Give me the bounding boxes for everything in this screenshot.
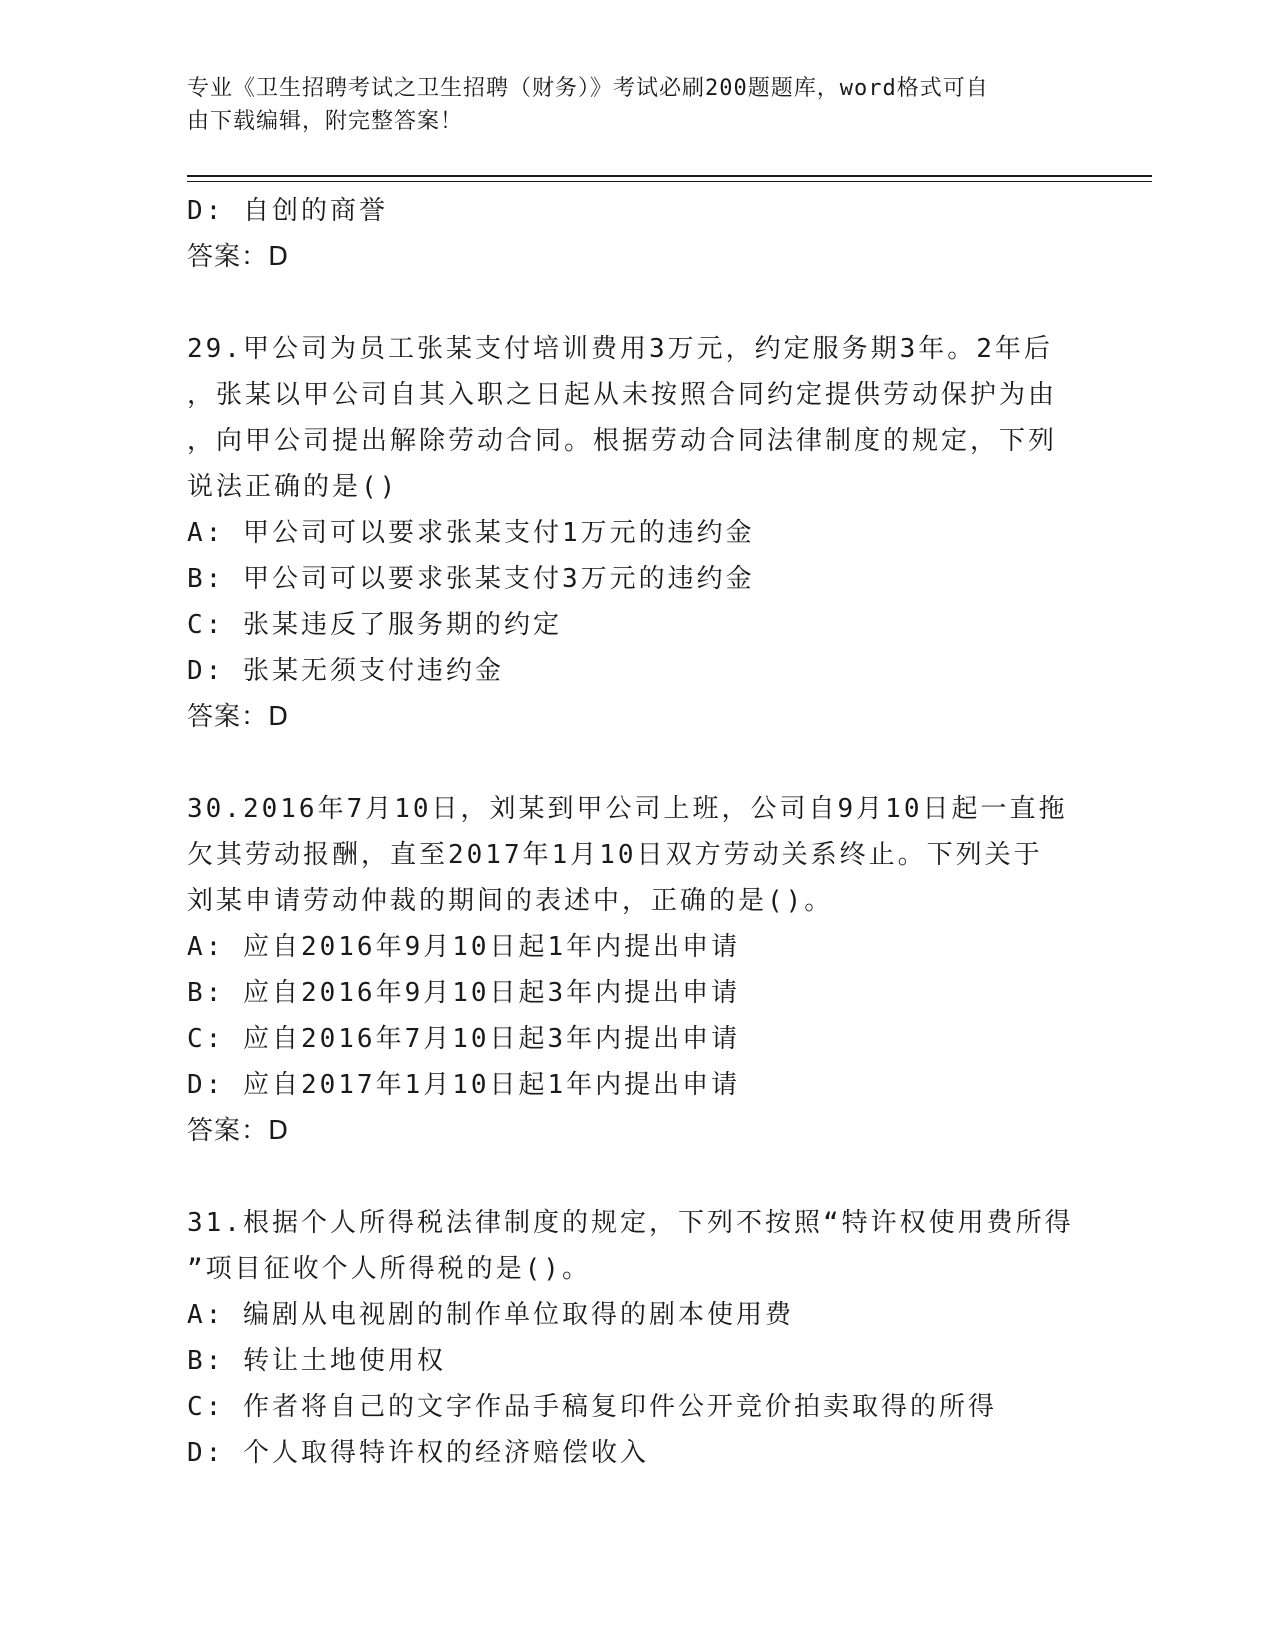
option-c: C: 应自2016年7月10日起3年内提出申请 (187, 1024, 741, 1054)
question-stem-line: 刘某申请劳动仲裁的期间的表述中，正确的是()。 (187, 886, 834, 916)
document-body (187, 188, 1087, 1476)
header-divider-thick (187, 175, 1152, 177)
question-stem-line: 31.根据个人所得税法律制度的规定，下列不按照“特许权使用费所得 (187, 1208, 1074, 1238)
question-stem-line: ”项目征收个人所得税的是()。 (187, 1254, 591, 1284)
header-line-2: 由下载编辑，附完整答案！ (187, 109, 464, 134)
option-b: B: 转让土地使用权 (187, 1346, 446, 1376)
question-stem-line: ，张某以甲公司自其入职之日起从未按照合同约定提供劳动保护为由 (187, 380, 1058, 410)
header-line-1: 专业《卫生招聘考试之卫生招聘（财务）》考试必刷200题题库，word格式可自 (187, 76, 989, 101)
option-c: C: 张某违反了服务期的约定 (187, 610, 562, 640)
option-b: B: 甲公司可以要求张某支付3万元的违约金 (187, 564, 755, 594)
answer-label: 答案：D (187, 242, 290, 272)
option-d: D: 自创的商誉 (187, 196, 388, 226)
option-d: D: 应自2017年1月10日起1年内提出申请 (187, 1070, 741, 1100)
question-stem-line: 说法正确的是() (187, 472, 399, 502)
question-stem-line: 欠其劳动报酬，直至2017年1月10日双方劳动关系终止。下列关于 (187, 840, 1043, 870)
option-d: D: 个人取得特许权的经济赔偿收入 (187, 1438, 649, 1468)
question-30 (187, 786, 1087, 1154)
previous-question-tail (187, 188, 1087, 280)
question-stem-line: ，向甲公司提出解除劳动合同。根据劳动合同法律制度的规定，下列 (187, 426, 1058, 456)
question-spacer (187, 740, 1087, 786)
option-a: A: 应自2016年9月10日起1年内提出申请 (187, 932, 741, 962)
option-c: C: 作者将自己的文字作品手稿复印件公开竞价拍卖取得的所得 (187, 1392, 997, 1422)
option-a: A: 编剧从电视剧的制作单位取得的剧本使用费 (187, 1300, 794, 1330)
document-header (187, 72, 1067, 138)
question-spacer (187, 280, 1087, 326)
question-spacer (187, 1154, 1087, 1200)
question-31 (187, 1200, 1087, 1476)
answer-label: 答案：D (187, 1116, 290, 1146)
question-stem-line: 29.甲公司为员工张某支付培训费用3万元，约定服务期3年。2年后 (187, 334, 1053, 364)
option-a: A: 甲公司可以要求张某支付1万元的违约金 (187, 518, 755, 548)
option-d: D: 张某无须支付违约金 (187, 656, 504, 686)
question-29 (187, 326, 1087, 740)
question-stem-line: 30.2016年7月10日，刘某到甲公司上班，公司自9月10日起一直拖 (187, 794, 1068, 824)
answer-label: 答案：D (187, 702, 290, 732)
header-divider-thin (187, 181, 1152, 182)
option-b: B: 应自2016年9月10日起3年内提出申请 (187, 978, 741, 1008)
